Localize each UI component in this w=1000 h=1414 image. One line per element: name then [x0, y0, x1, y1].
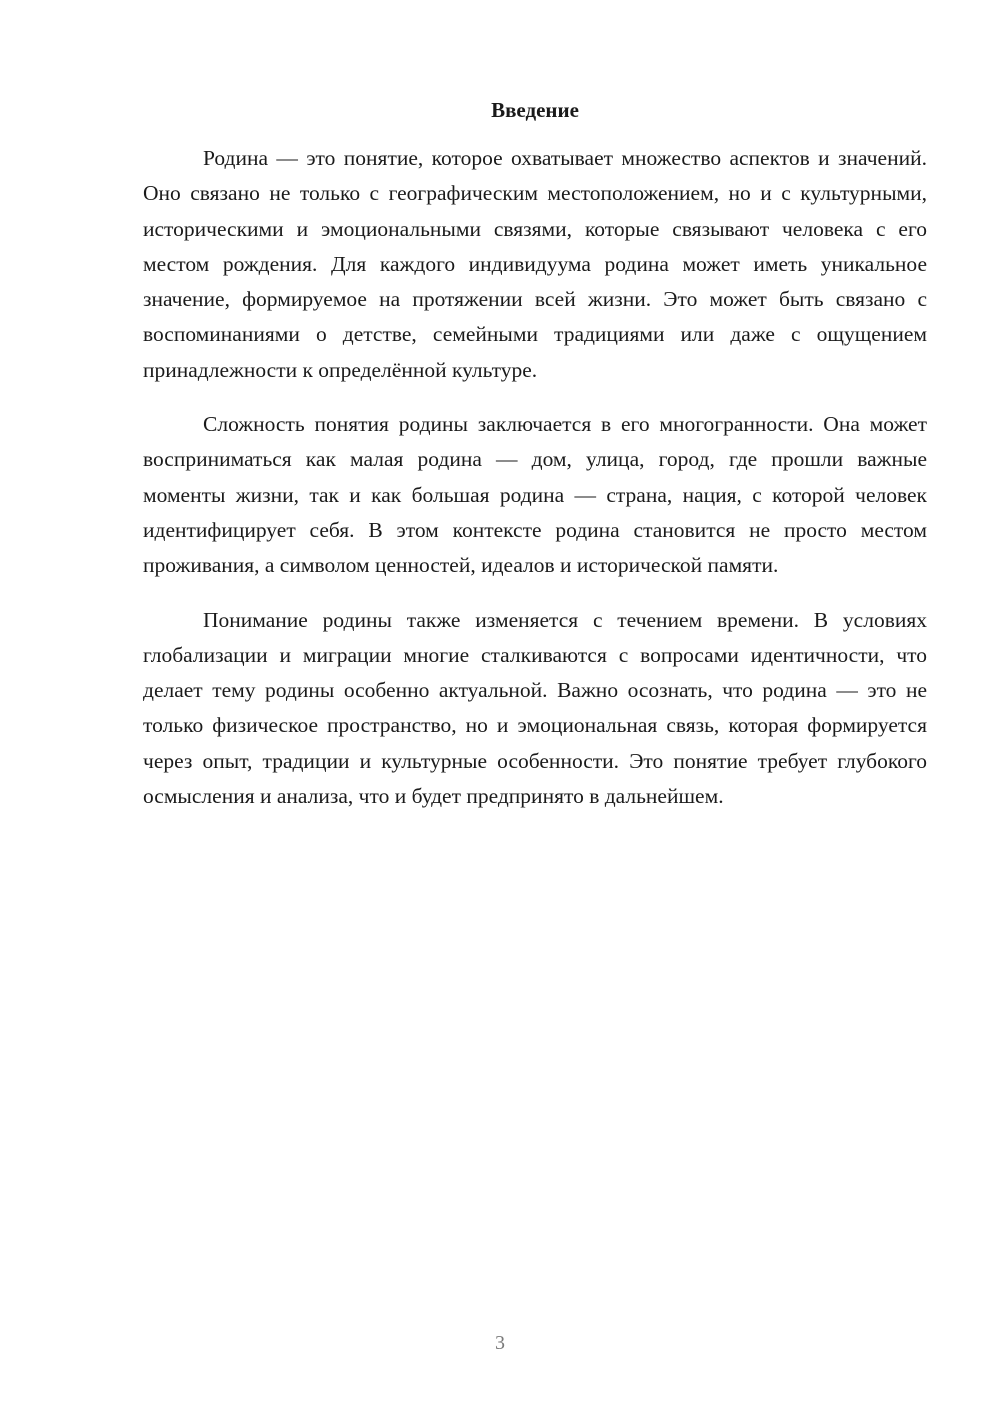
page-number: 3 [495, 1332, 505, 1354]
page-content [143, 94, 927, 814]
paragraph-1: Родина — это понятие, которое охватывает множество аспектов и значений. Оно связано не только с географическим местоположением, но и с культурными, историческими и эмоциональными связями, которые связывают человека с его местом рождения. Для каждого индивидуума родина может иметь уникальное значение, формируемое на протяжении всей жизни. Это может быть связано с воспоминаниями о детстве, семейными традициями или даже с ощущением принадлежности к определённой культуре. [143, 146, 927, 382]
paragraph-2: Сложность понятия родины заключается в его многогранности. Она может восприниматься как малая родина — дом, улица, город, где прошли важные моменты жизни, так и как большая родина — страна, нация, с которой человек идентифицирует себя. В этом контексте родина становится не просто местом проживания, а символом ценностей, идеалов и исторической памяти. [143, 412, 927, 578]
paragraph-3: Понимание родины также изменяется с течением времени. В условиях глобализации и миграции многие сталкиваются с вопросами идентичности, что делает тему родины особенно актуальной. Важно осознать, что родина — это не только физическое пространство, но и эмоциональная связь, которая формируется через опыт, традиции и культурные особенности. Это понятие требует глубокого осмысления и анализа, что и будет предпринято в дальнейшем. [143, 607, 927, 809]
section-title: Введение [491, 98, 579, 122]
